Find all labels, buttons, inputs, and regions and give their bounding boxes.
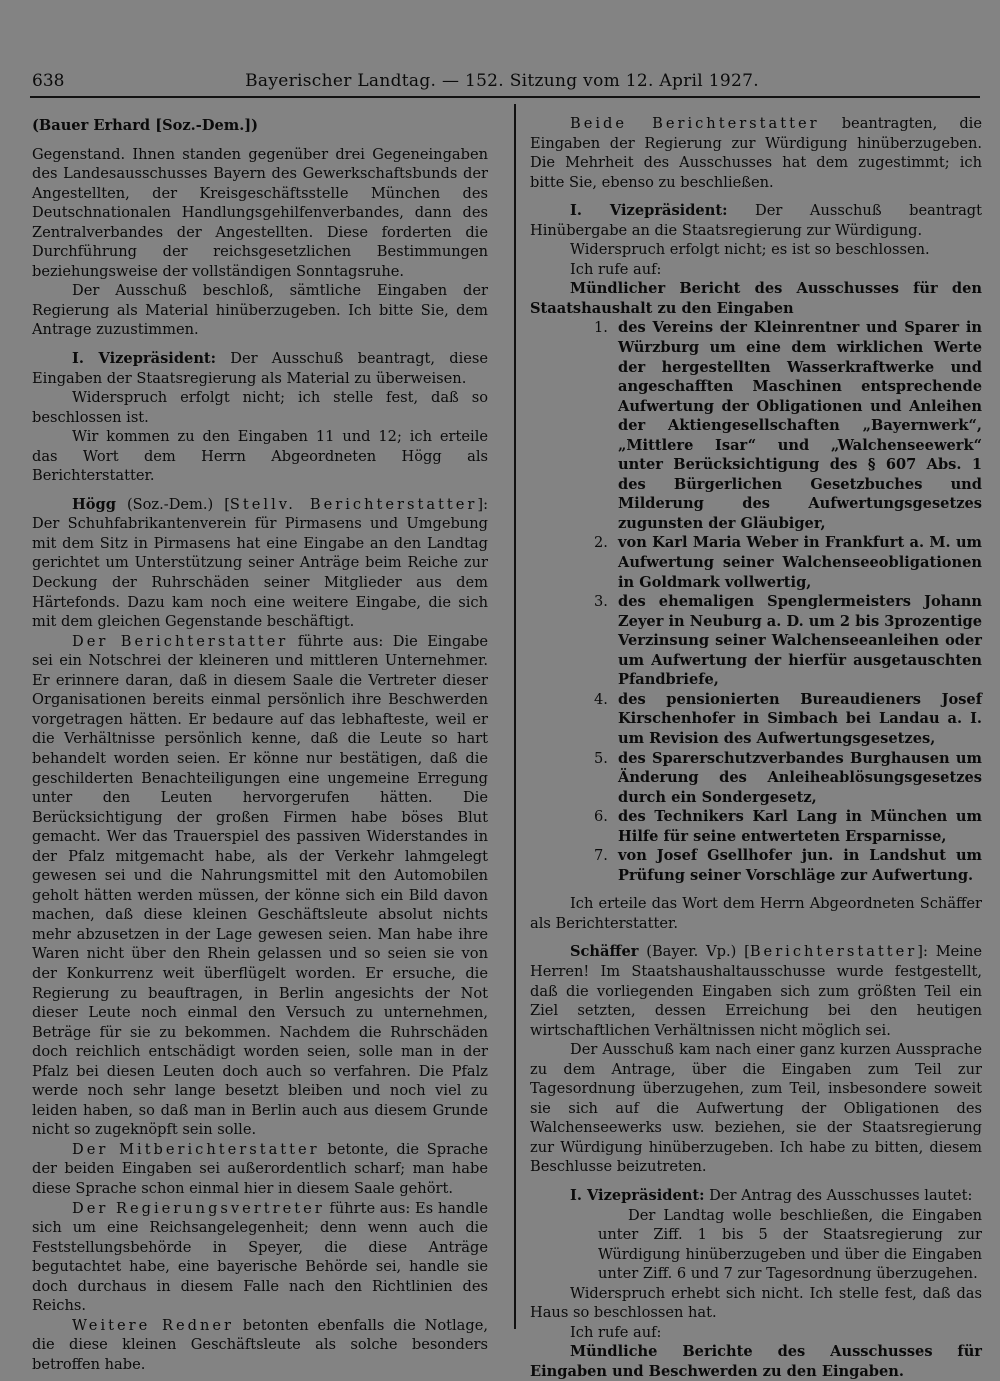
spaced-lead: Der Berichterstatter (72, 632, 289, 650)
paragraph: Ich rufe auf: (570, 1323, 662, 1341)
speaker-name: I. Vizepräsident: (72, 350, 217, 368)
petition-list (530, 318, 982, 885)
speaker-name: Högg (72, 495, 116, 513)
paragraph: Der Ausschuß kam nach einer ganz kurzen Aussprache zu dem Antrage, über die Eingaben zum Teil zur Tagesordnung überzugehen, zum Teil, insbesondere soweit sie sich auf die Aufwertung der Obligationen des Walchenseewerks usw. beziehen, sie der Staatsregierung zur Würdigung hinüberzugeben. Ich habe zu bitten, diesem Beschlusse beizutreten. (530, 1041, 982, 1176)
item-text: des Technikers Karl Lang in München um Hilfe für seine entwerteten Ersparnisse, (618, 808, 982, 845)
item-number: 6. (594, 808, 608, 826)
paragraph: Widerspruch erhebt sich nicht. Ich stelle fest, daß das Haus so beschlossen hat. (530, 1284, 982, 1322)
petition-item (530, 533, 982, 592)
speaker-name: Schäffer (570, 943, 639, 961)
petition-item (530, 846, 982, 885)
spaced-lead: Der Mitberichterstatter (72, 1140, 320, 1158)
page-number: 638 (32, 71, 65, 91)
statement-text: ]: Meine Herren! Im Staatshaushaltausschusse wurde festgestellt, daß die vorliegenden Eingaben sich zum größten Teil ein Ziel setzten, dessen Erreichung bei den heutigen wirtschaftlichen Verhältnissen nicht möglich sei. (530, 943, 982, 1039)
vice-president-statement (530, 201, 982, 240)
running-title: Bayerischer Landtag. — 152. Sitzung vom 12. April 1927. (245, 71, 759, 91)
spaced-lead: Der Regierungsvertreter (72, 1199, 325, 1217)
speaker-role: Berichterstatter (749, 943, 918, 961)
speaker-name: I. Vizepräsident: (570, 202, 728, 220)
paragraph: Ich erteile das Wort dem Herrn Abgeordneten Schäffer als Berichterstatter. (530, 895, 982, 932)
paragraph (32, 1316, 488, 1375)
statement-text: Der Ausschuß beantragt, diese Eingaben der Staatsregierung als Material zu überweisen. (32, 350, 488, 387)
paragraph: Widerspruch erfolgt nicht; ich stelle fest, daß so beschlossen ist. (32, 389, 488, 426)
motion-text: Der Landtag wolle beschließen, die Eingaben unter Ziff. 1 bis 5 der Staatsregierung zur Würdigung hinüberzugeben und über die Eingaben unter Ziff. 6 und 7 zur Tagesordnung überzugehen. (598, 1206, 982, 1283)
paragraph-text: führte aus: Es handle sich um eine Reichsangelegenheit; denn wenn auch die Feststellungsbehörde in Speyer, die diese Anträge begutachtet habe, eine bayerische Behörde sei, handle sie doch durchaus in diesem Falle nach den Richtlinien des Reichs. (32, 1199, 489, 1315)
paragraph-text: betonten ebenfalls die Notlage, die diese kleinen Geschäftsleute als solche besonders betroffen habe. (32, 1316, 488, 1373)
statement-text: ]: Der Schuhfabrikantenverein für Pirmasens und Umgebung mit dem Sitz in Pirmasens hat eine Eingabe an den Landtag gerichtet um Unterstützung seiner Anträge beim Reiche zur Deckung der Ruhrschäden seiner Mitglieder aus dem Härtefonds. Dazu kam noch eine weitere Eingabe, die sich mit dem gleichen Gegenstande beschäftigt. (32, 495, 489, 631)
statement-text: Der Antrag des Ausschusses lautet: (704, 1186, 973, 1204)
item-text: von Karl Maria Weber in Frankfurt a. M. um Aufwertung seiner Walchenseeobligationen in Goldmark vollwertig, (618, 534, 982, 591)
paragraph-text: beantragten, die Eingaben der Regierung zur Würdigung hinüberzugeben. Die Mehrheit des Ausschusses hat dem zugestimmt; ich bitte Sie, ebenso zu beschließen. (530, 115, 982, 191)
paragraph-text: betonte, die Sprache der beiden Eingaben sei außerordentlich scharf; man habe diese Sprache schon einmal hier in diesem Saale gehört. (32, 1140, 488, 1197)
rapporteur-statement (32, 495, 488, 632)
header-rule (30, 96, 980, 98)
petition-item (530, 807, 982, 846)
item-text: des pensionierten Bureaudieners Josef Kirschenhofer in Simbach bei Landau a. I. um Revision des Aufwertungsgesetzes, (618, 690, 982, 747)
vice-president-statement (32, 349, 488, 388)
left-column (32, 116, 488, 1374)
statement-text: Der Ausschuß beantragt Hinübergabe an die Staatsregierung zur Würdigung. (530, 202, 982, 239)
rapporteur-statement (530, 942, 982, 1040)
column-divider (514, 104, 516, 1329)
spaced-lead: Weitere Redner (72, 1316, 234, 1334)
item-text: von Josef Gsellhofer jun. in Landshut um Prüfung seiner Vorschläge zur Aufwertung. (618, 847, 982, 884)
continued-speaker: (Bauer Erhard [Soz.-Dem.]) (32, 117, 259, 134)
paragraph (530, 114, 982, 192)
agenda-heading: Mündlicher Bericht des Ausschusses für den Staatshaushalt zu den Eingaben (530, 280, 982, 317)
item-number: 1. (594, 319, 608, 337)
item-text: des Sparerschutzverbandes Burghausen um Änderung des Anleiheablösungsgesetzes durch ein Sondergesetz, (618, 749, 982, 806)
item-number: 2. (594, 534, 608, 552)
speaker-party: (Bayer. Vp.) [ (638, 943, 750, 961)
paragraph: Ich rufe auf: (570, 260, 662, 278)
spaced-lead: Beide Berichterstatter (570, 115, 820, 132)
vice-president-statement (530, 1186, 982, 1206)
running-header (32, 70, 972, 92)
paragraph (32, 1140, 488, 1199)
paragraph: Der Ausschuß beschloß, sämtliche Eingaben der Regierung als Material hinüberzugeben. Ich bitte Sie, dem Antrage zuzustimmen. (32, 282, 488, 339)
speaker-name: I. Vizepräsident: (570, 1186, 705, 1204)
paragraph: Gegenstand. Ihnen standen gegenüber drei Gegeneingaben des Landesausschusses Bayern des Gewerkschaftsbunds der Angestellten, der Kreisgeschäftsstelle München des Deutschnationalen Handlungsgehilfenverbandes, dann des Zentralverbandes der Angestellten. Diese forderten die Durchführung der reichsgesetzlichen Bestimmungen beziehungsweise der vollständigen Sonntagsruhe. (32, 145, 488, 280)
item-number: 5. (594, 749, 608, 767)
item-number: 4. (594, 690, 608, 708)
right-column (530, 114, 982, 1381)
item-number: 7. (594, 847, 608, 865)
petition-item (530, 690, 982, 749)
item-text: des ehemaligen Spenglermeisters Johann Zeyer in Neuburg a. D. um 2 bis 3prozentige Verzinsung seiner Walchenseeanleihen oder um Aufwertung der hierfür ausgetauschten Pfandbriefe, (618, 593, 982, 689)
speaker-party: (Soz.-Dem.) [ (115, 495, 230, 513)
paragraph-text: führte aus: Die Eingabe sei ein Notschrei der kleineren und mittleren Unternehmer. Er erinnere daran, daß in diesem Saale die Vertreter dieser Organisationen bereits einmal persönlich ihre Beschwerden vorgetragen hätten. Er bedaure auf das lebhafteste, weil er die Verhältnisse persönlich kenne, daß die Leute so hart behandelt worden seien. Er könne nur bestätigen, daß die geschilderten Benachteiligungen eine ungemeine Erregung unter den Leuten hervorgerufen hätten. Die Berücksichtigung der großen Firmen habe böses Blut gemacht. Wer das Trauerspiel des passiven Widerstandes in der Pfalz mitgemacht habe, als der Verkehr lahmgelegt gewesen sei und die Nahrungsmittel mit den Automobilen geholt hätten werden müssen, der könne sich ein Bild davon machen, daß diese kleinen Geschäftsleute absolut nichts mehr abzusetzen in der Lage gewesen seien. Man habe ihre Waren nicht über den Rhein gelassen und so seien sie von der Konkurrenz weit überflügelt worden. Er ersuche, die Regierung zu beauftragen, in Berlin angesichts der Not dieser Leute noch einmal den Versuch zu unternehmen, Beträge für sie zu bekommen. Nachdem die Ruhrschäden doch reichlich entschädigt worden seien, solle man in der Pfalz bei diesen Leuten doch auch so verfahren. Die Pfalz werde noch sehr lange besetzt bleiben und noch viel zu leiden haben, so daß man in Berlin auch aus diesem Grunde nicht so zugeknöpft sein solle. (32, 632, 489, 1139)
item-text: des Vereins der Kleinrentner und Sparer in Würzburg um eine dem wirklichen Werte der hergestellten Wasserkraftwerke und angeschafften Maschinen entsprechende Aufwertung der Obligationen und Anleihen der Aktiengesellschaften „Bayernwerk“, „Mittlere Isar“ und „Walchenseewerk“ unter Berücksichtigung des § 607 Abs. 1 des Bürgerlichen Gesetzbuches und Milderung des Aufwertungsgesetzes zugunsten der Gläubiger, (618, 319, 982, 532)
paragraph: Wir kommen zu den Eingaben 11 und 12; ich erteile das Wort dem Herrn Abgeordneten Högg als Berichterstatter. (32, 428, 488, 485)
paragraph (32, 1199, 488, 1316)
item-number: 3. (594, 593, 608, 611)
paragraph (32, 632, 488, 1140)
petition-item (530, 318, 982, 533)
speaker-role: Stellv. Berichterstatter (229, 495, 478, 513)
paragraph: Widerspruch erfolgt nicht; es ist so beschlossen. (570, 241, 930, 259)
petition-item (530, 592, 982, 690)
agenda-heading: Mündliche Berichte des Ausschusses für Eingaben und Beschwerden zu den Eingaben. (530, 1343, 982, 1380)
petition-item (530, 749, 982, 808)
